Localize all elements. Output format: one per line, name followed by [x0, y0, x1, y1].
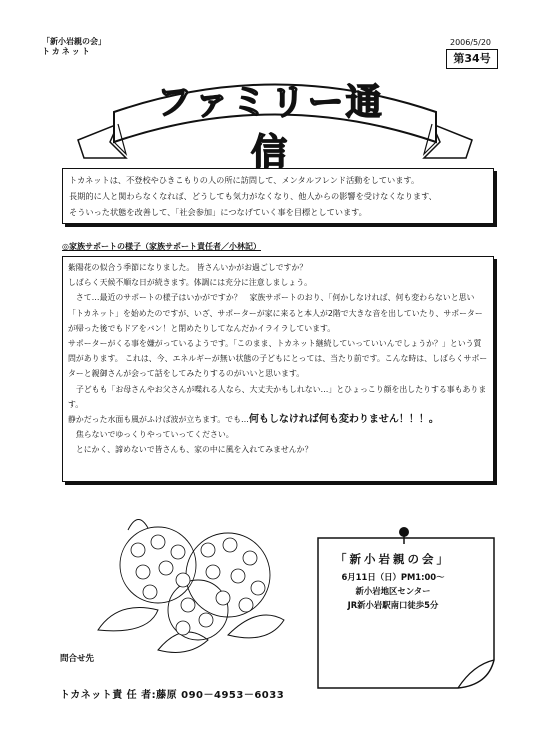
- issue-date: 2006/5/20: [450, 38, 492, 47]
- article-paragraph: サポーターがくる事を嫌がっているようです。「このまま、トカネット継続していっていいんでしょうか？」という質問があります。 これは、今、エネルギーが無い状態の子どもにとっては、当たり前です。こんな時は、しばらくサポーターと親御さんが会って話をしてみたりするのがいいと思います。: [68, 339, 488, 379]
- notice-title: 「新小岩親の会」: [335, 552, 451, 566]
- article-paragraph: 焦らないでゆっくりやっていってください。: [68, 430, 234, 440]
- section-heading: ◎家族サポートの様子（家族サポート責任者／小林記）: [62, 242, 261, 251]
- pre-emphasis-text: 静かだった水面も風がふけば波が立ちます。でも…: [68, 415, 249, 425]
- contact-info: トカネット責 任 者:藤原 090－4953－6033: [60, 690, 285, 701]
- emphasis-text: 何もしなければ何も変わりません！！！。: [248, 414, 439, 426]
- intro-box: [62, 168, 494, 224]
- organization-subtitle: トカネット: [42, 47, 92, 56]
- notice-access: JR新小岩駅南口徒歩5分: [347, 600, 439, 610]
- article-paragraph: さて…最近のサポートの様子はいかがですか？ 家族サポートのおり、「何かしなければ、何も変わらないと思い「トカネット」を始めたのですが、いざ、サポーターが家に来ると本人が2階で大きな音を出していたり、サポーターが帰った後でもドアをバン！と閉めたりしてなんだかイライラしています。: [68, 293, 483, 333]
- article-paragraph: 紫陽花の似合う季節になりました。 皆さんいかがお過ごしですか？: [68, 263, 308, 272]
- article-paragraph: 子どもも「お母さんやお父さんが喋れる人なら、大丈夫かもしれない…」とひょっこり顔を出したりする事もあります。: [68, 384, 487, 409]
- article-body: [62, 256, 494, 482]
- issue-number: 第34号: [446, 49, 498, 69]
- intro-line: そういった状態を改善して、「社会参加」につなげていく事を目標としています。: [69, 207, 367, 217]
- intro-line: トカネットは、不登校やひきこもりの人の所に訪問して、メンタルフレンド活動をしています。: [69, 175, 420, 185]
- hydrangea-illustration: [88, 510, 288, 660]
- organization-name: 「新小岩親の会」: [42, 37, 106, 46]
- contact-label: 問合せ先: [60, 654, 95, 664]
- article-paragraph: しばらく天候不順な日が続きます。体調には充分に注意しましょう。: [68, 278, 312, 288]
- notice-venue: 新小岩地区センター: [355, 586, 431, 596]
- notice-date-time: 6月11日（日）PM1:00～: [341, 572, 445, 582]
- article-emphasis-line: [68, 412, 488, 427]
- intro-line: 長期的に人と関わらなくなれば、どうしても気力がなくなり、他人からの影響を受けなくなります、: [69, 191, 437, 201]
- notice-text: [318, 548, 468, 612]
- article-paragraph: とにかく、諦めないで皆さんも、家の中に風を入れてみませんか？: [68, 445, 313, 455]
- newsletter-title: ファミリー通信: [156, 82, 384, 173]
